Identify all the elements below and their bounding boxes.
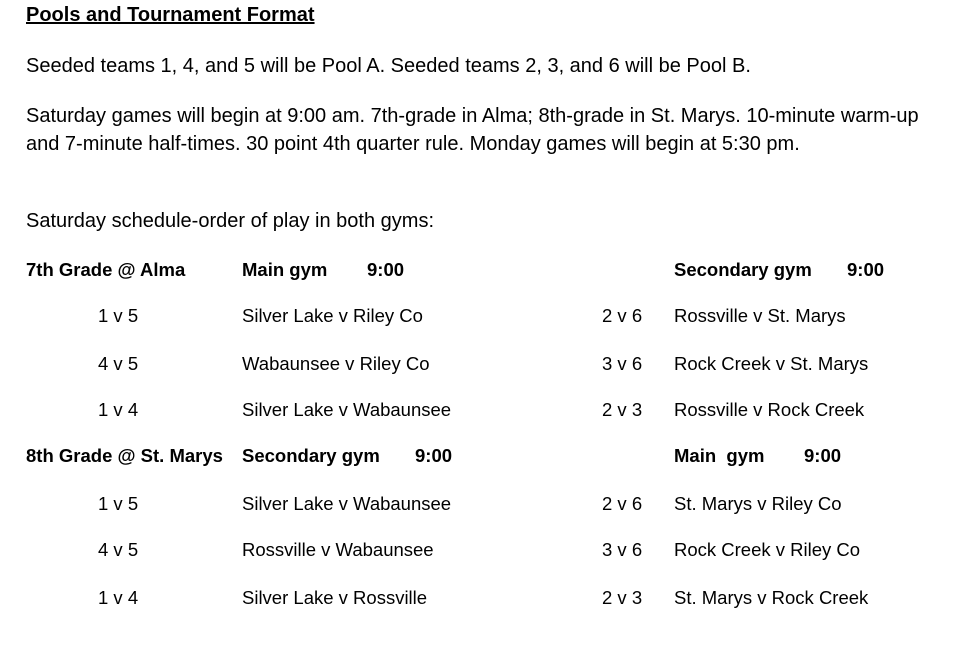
right-match: St. Marys v Rock Creek bbox=[674, 587, 869, 608]
left-seed: 1 v 5 bbox=[98, 305, 139, 326]
left-match: Silver Lake v Wabaunsee bbox=[242, 493, 452, 514]
left-seed: 1 v 4 bbox=[98, 399, 139, 420]
grade7-left-gym: Main gym bbox=[242, 259, 328, 280]
pools-paragraph: Seeded teams 1, 4, and 5 will be Pool A. Seeded teams 2, 3, and 6 will be Pool B. bbox=[26, 55, 751, 77]
schedule-intro-paragraph: Saturday schedule-order of play in both gyms: bbox=[26, 210, 434, 232]
left-seed: 4 v 5 bbox=[98, 353, 139, 374]
right-seed: 2 v 3 bbox=[602, 587, 643, 608]
grade7-right-gym: Secondary gym bbox=[674, 259, 812, 280]
right-match: St. Marys v Riley Co bbox=[674, 493, 842, 514]
left-match: Silver Lake v Wabaunsee bbox=[242, 399, 452, 420]
saturday-info-paragraph: Saturday games will begin at 9:00 am. 7th-grade in Alma; 8th-grade in St. Marys. 10-minute warm-up and 7-minute half-times. 30 point 4th quarter rule. Monday games will begin at 5:30 pm. bbox=[26, 105, 919, 155]
left-match: Silver Lake v Rossville bbox=[242, 587, 428, 608]
left-match: Wabaunsee v Riley Co bbox=[242, 353, 430, 374]
left-match: Rossville v Wabaunsee bbox=[242, 539, 434, 560]
left-seed: 1 v 4 bbox=[98, 587, 139, 608]
grade7-left-time: 9:00 bbox=[367, 259, 405, 280]
right-match: Rossville v Rock Creek bbox=[674, 399, 865, 420]
right-seed: 2 v 3 bbox=[602, 399, 643, 420]
left-seed: 1 v 5 bbox=[98, 493, 139, 514]
right-seed: 3 v 6 bbox=[602, 353, 643, 374]
right-match: Rock Creek v Riley Co bbox=[674, 539, 861, 560]
grade8-right-gym: Main gym bbox=[674, 445, 765, 466]
grade8-right-time: 9:00 bbox=[804, 445, 842, 466]
grade7-right-time: 9:00 bbox=[847, 259, 885, 280]
right-seed: 3 v 6 bbox=[602, 539, 643, 560]
grade8-left-time: 9:00 bbox=[415, 445, 453, 466]
right-seed: 2 v 6 bbox=[602, 305, 643, 326]
right-match: Rossville v St. Marys bbox=[674, 305, 846, 326]
page-title: Pools and Tournament Format bbox=[26, 4, 315, 26]
right-match: Rock Creek v St. Marys bbox=[674, 353, 869, 374]
grade8-left-gym: Secondary gym bbox=[242, 445, 380, 466]
left-seed: 4 v 5 bbox=[98, 539, 139, 560]
left-match: Silver Lake v Riley Co bbox=[242, 305, 423, 326]
grade7-label: 7th Grade @ Alma bbox=[26, 259, 186, 280]
right-seed: 2 v 6 bbox=[602, 493, 643, 514]
grade8-label: 8th Grade @ St. Marys bbox=[26, 445, 223, 466]
